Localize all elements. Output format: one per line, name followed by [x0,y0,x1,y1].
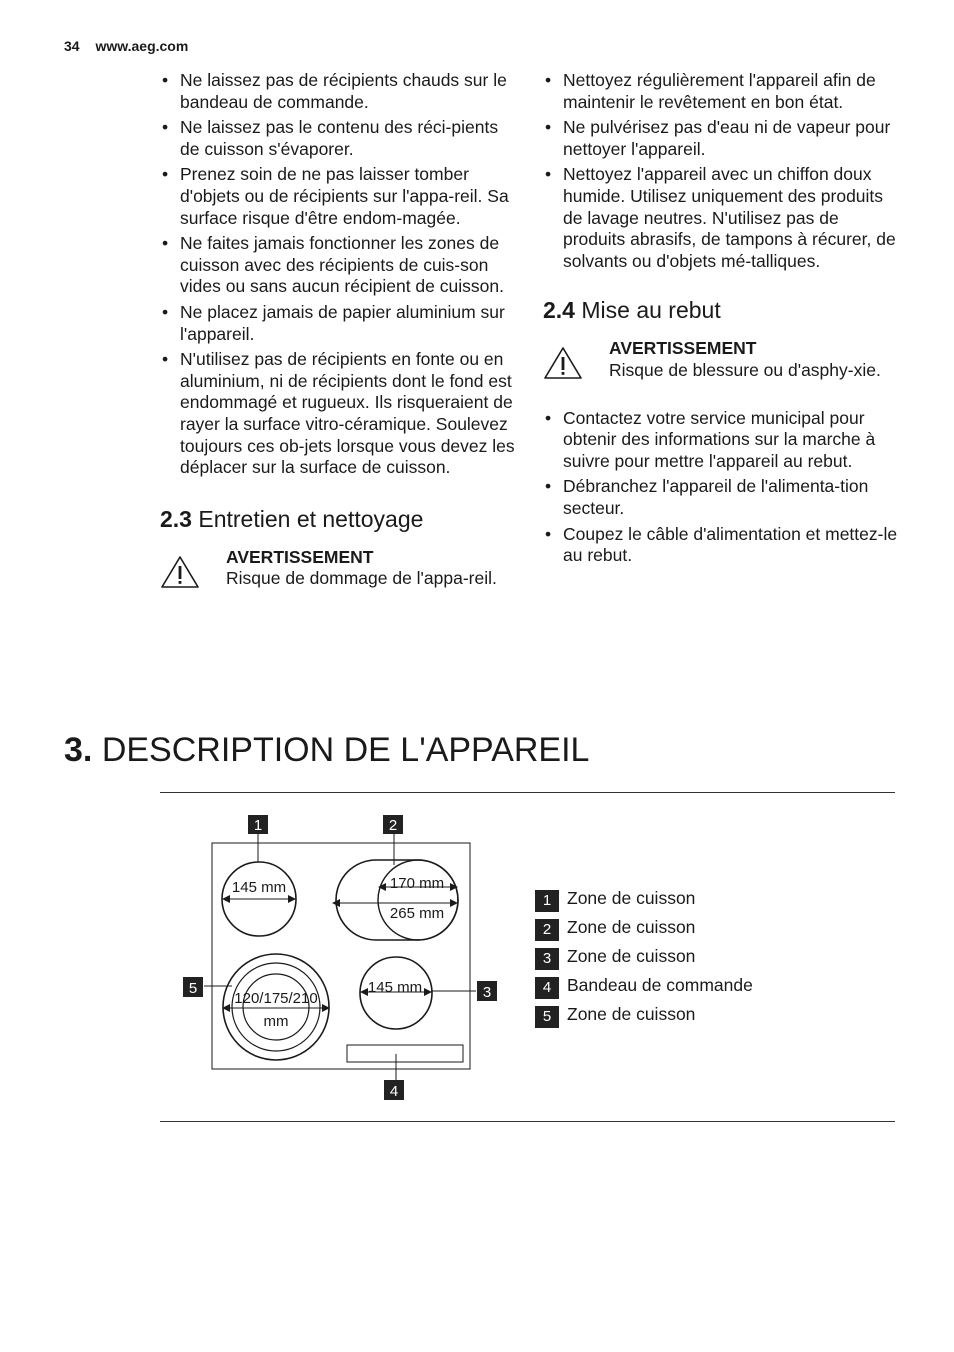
callout-1 [248,815,268,834]
legend-label: Bandeau de commande [567,975,753,995]
zone-5-dimension: 120/175/210 [234,990,318,1007]
callout-4 [384,1080,404,1100]
zone-5-dimension-unit: mm [263,1013,289,1030]
site-url: www.aeg.com [95,38,189,54]
warning-triangle-icon [160,555,200,589]
warning-text: Risque de blessure ou d'asphy-xie. [609,359,881,380]
legend-label: Zone de cuisson [567,888,696,908]
chapter-title: DESCRIPTION DE L'APPAREIL [101,731,590,769]
legend-number: 4 [535,977,559,999]
left-bullet-list [160,70,515,479]
legend-number: 3 [535,948,559,970]
legend-item [535,913,753,942]
list-item: • Ne faites jamais fonctionner les zones de cuisson avec des récipients de cuis-son vides ou sans aucun récipient de cuisson. [160,233,515,298]
callout-2 [383,815,403,834]
list-item: • Ne laissez pas de récipients chauds sur le bandeau de commande. [160,70,515,113]
zone-3-dimension: 145 mm [367,979,423,996]
section-number: 2.4 [543,297,575,324]
list-item: • N'utilisez pas de récipients en fonte ou en aluminium, ni de récipients dont le fond est endommagé et rugueux. Ils risqueraient de rayer la surface vitro-céramique. Soulevez toujours ces ob-jets lorsque vous devez les déplacer sur la surface de cuisson. [160,349,515,479]
chapter-heading [64,728,589,772]
page-header [64,38,188,54]
right-bullet-list-bottom [543,408,898,567]
list-item: • Ne pulvérisez pas d'eau ni de vapeur pour nettoyer l'appareil. [543,117,898,160]
callout-1-number: 1 [253,817,263,834]
section-heading-2-3 [160,505,515,533]
list-item: • Nettoyez l'appareil avec un chiffon doux humide. Utilisez uniquement des produits de lavage neutres. N'utilisez pas de produits abrasifs, de tampons à récurer, de solvants ou d'objets mé-talliques. [543,164,898,272]
cooking-zone-2 [333,860,458,940]
list-item: • Nettoyez régulièrement l'appareil afin de maintenir le revêtement en bon état. [543,70,898,113]
legend-number: 2 [535,919,559,941]
hob-diagram [160,810,520,1110]
right-bullet-list-top [543,70,898,272]
legend-item [535,884,753,913]
warning-triangle-icon [543,346,583,380]
warning-block [543,338,898,381]
cooking-zone-5 [223,954,329,1060]
cooking-zone-3 [360,957,432,1029]
divider-bottom [160,1121,895,1122]
callout-4-number: 4 [389,1083,399,1100]
control-panel [347,1045,463,1062]
section-title: Mise au rebut [581,297,721,324]
list-item: • Contactez votre service municipal pour obtenir des informations sur la marche à suivre pour mettre l'appareil au rebut. [543,408,898,473]
right-column [543,70,898,571]
section-title: Entretien et nettoyage [198,505,424,532]
callout-2-number: 2 [388,817,398,834]
legend-label: Zone de cuisson [567,1004,696,1024]
list-item: • Ne placez jamais de papier aluminium sur l'appareil. [160,302,515,345]
diagram-legend [535,884,753,1029]
zone-1-dimension: 145 mm [231,879,287,896]
warning-content [226,547,497,590]
section-number: 2.3 [160,505,192,532]
list-item: • Prenez soin de ne pas laisser tomber d'objets ou de récipients sur l'appa-reil. Sa surface risque d'être endom-magée. [160,164,515,229]
legend-number: 5 [535,1006,559,1028]
warning-text: Risque de dommage de l'appa-reil. [226,568,497,589]
left-column [160,70,515,612]
zone-2-inner-dimension: 170 mm [389,875,445,892]
zone-2-outer-dimension: 265 mm [389,905,445,922]
warning-title: AVERTISSEMENT [226,546,374,567]
legend-item [535,1000,753,1029]
cooking-zone-1 [222,862,296,936]
legend-item [535,942,753,971]
list-item: • Débranchez l'appareil de l'alimenta-tion secteur. [543,476,898,519]
callout-5 [183,977,203,997]
list-item: • Coupez le câble d'alimentation et mettez-le au rebut. [543,524,898,567]
warning-title: AVERTISSEMENT [609,338,757,359]
page-number: 34 [64,38,80,54]
warning-content [609,338,881,381]
legend-label: Zone de cuisson [567,946,696,966]
section-heading-2-4 [543,296,898,324]
legend-item [535,971,753,1000]
legend-number: 1 [535,890,559,912]
callout-3-number: 3 [482,984,492,1001]
callout-3 [477,981,497,1001]
legend-label: Zone de cuisson [567,917,696,937]
callout-5-number: 5 [188,980,198,997]
warning-block [160,547,515,590]
list-item: • Ne laissez pas le contenu des réci-pients de cuisson s'évaporer. [160,117,515,160]
divider-top [160,792,895,793]
chapter-number: 3. [64,731,93,769]
